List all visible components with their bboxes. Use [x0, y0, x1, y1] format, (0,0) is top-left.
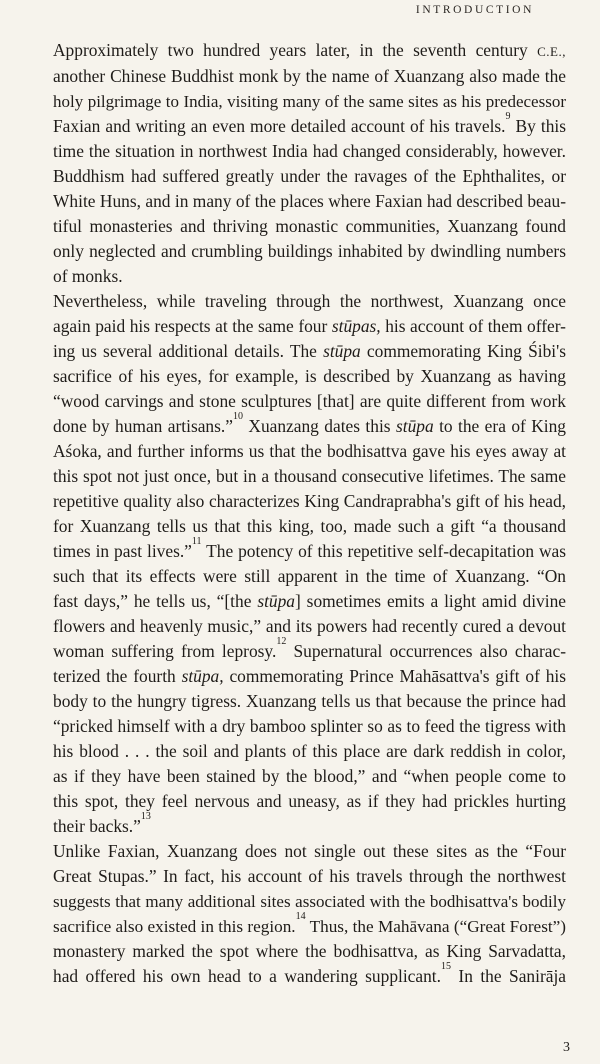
footnote-marker: 13: [140, 811, 151, 823]
footnote-marker: 9: [505, 111, 511, 123]
text-line: time the situation in northwest India had changed considerably, however.: [53, 141, 566, 161]
text-line: Buddhism had suffered greatly under the ravages of the Ephthalites, or: [53, 166, 566, 186]
text-line: woman suffering from leprosy.$^{12}$ Supernatural occurrences also charac-: [53, 636, 567, 661]
text-line: as if they have been stained by the blood,” and “when people come to: [53, 766, 566, 786]
text-line: sacrifice also existed in this region.$^{14}$ Thus, the Mahāvana (“Great Forest”): [53, 911, 567, 936]
text-line: Nevertheless, while traveling through the northwest, Xuanzang once: [53, 291, 566, 311]
page-number: 3: [563, 1040, 570, 1055]
text-line: body to the hungry tigress. Xuanzang tells us that because the prince had: [53, 691, 566, 711]
running-head: INTRODUCTION: [415, 4, 534, 16]
footnote-marker: 10: [232, 411, 243, 423]
text-line: their backs.”$^{13}$: [53, 811, 151, 836]
text-line: done by human artisans.”$^{10}$ Xuanzang dates this stūpa to the era of King: [53, 411, 567, 436]
text-line: this spot not just once, but in a thousand consecutive lifetimes. The same: [53, 466, 566, 486]
text-line: “wood carvings and stone sculptures [that] are quite different from work: [53, 391, 566, 411]
text-line: ing us several additional details. The stūpa commemorating King Śibi's: [53, 341, 566, 361]
text-line: Unlike Faxian, Xuanzang does not single out these sites as the “Four: [53, 841, 566, 861]
paragraph-3: [34, 839, 566, 989]
text-line: Aśoka, and further informs us that the bodhisattva gave his eyes away at: [53, 441, 566, 461]
text-line: this spot, they feel nervous and uneasy, as if they had prickles hurting: [53, 791, 566, 811]
text-line: Faxian and writing an even more detailed account of his travels.$^9$ By this: [53, 111, 566, 136]
text-line: again paid his respects at the same four stūpas, his account of them offer-: [53, 316, 566, 336]
text-line: tiful monasteries and thriving monastic communities, Xuanzang found: [53, 216, 566, 236]
text-line: his blood . . . the soil and plants of this place are dark reddish in color,: [53, 741, 566, 761]
text-line: of monks.: [53, 266, 123, 286]
text-line: repetitive quality also characterizes King Candraprabha's gift of his head,: [53, 491, 566, 511]
footnote-marker: 15: [441, 961, 451, 973]
era-abbreviation: C.E.,: [537, 44, 566, 59]
text-line: holy pilgrimage to India, visiting many of the same sites as his predecessor: [53, 92, 566, 111]
paragraph-1: [34, 38, 566, 289]
text-line: another Chinese Buddhist monk by the name of Xuanzang also made the: [53, 66, 566, 86]
text-line: Approximately two hundred years later, in the seventh century C.E.,: [53, 40, 566, 60]
text-line: monastery marked the spot where the bodhisattva, as King Sarvadatta,: [53, 941, 566, 961]
text-line: suggests that many additional sites associated with the bodhisattva's bodily: [53, 892, 566, 911]
text-line: fast days,” he tells us, “[the stūpa] sometimes emits a light amid divine: [53, 591, 566, 611]
text-line: had offered his own head to a wandering supplicant.$^{15}$ In the Sanirāja: [53, 961, 567, 986]
text-line: Great Stupas.” In fact, his account of his travels through the northwest: [53, 866, 566, 886]
text-line: flowers and heavenly music,” and its powers had recently cured a devout: [53, 616, 566, 636]
text-line: White Huns, and in many of the places where Faxian had described beau-: [53, 191, 566, 211]
footnote-marker: 11: [191, 536, 202, 548]
body-text: [34, 38, 566, 989]
text-line: terized the fourth stūpa, commemorating Prince Mahāsattva's gift of his: [53, 666, 566, 686]
text-line: only neglected and crumbling buildings inhabited by dwindling numbers: [53, 241, 566, 261]
text-line: “pricked himself with a dry bamboo splinter so as to feed the tigress with: [53, 716, 566, 736]
text-line: for Xuanzang tells us that this king, too, made such a gift “a thousand: [53, 516, 566, 536]
footnote-marker: 12: [276, 636, 287, 648]
text-line: times in past lives.”$^{11}$ The potency of this repetitive self-decapitation was: [53, 536, 566, 561]
paragraph-2: [34, 289, 566, 839]
footnote-marker: 14: [295, 911, 306, 923]
text-line: sacrifice of his eyes, for example, is described by Xuanzang as having: [53, 366, 566, 386]
text-line: such that its effects were still apparent in the time of Xuanzang. “On: [53, 566, 566, 586]
